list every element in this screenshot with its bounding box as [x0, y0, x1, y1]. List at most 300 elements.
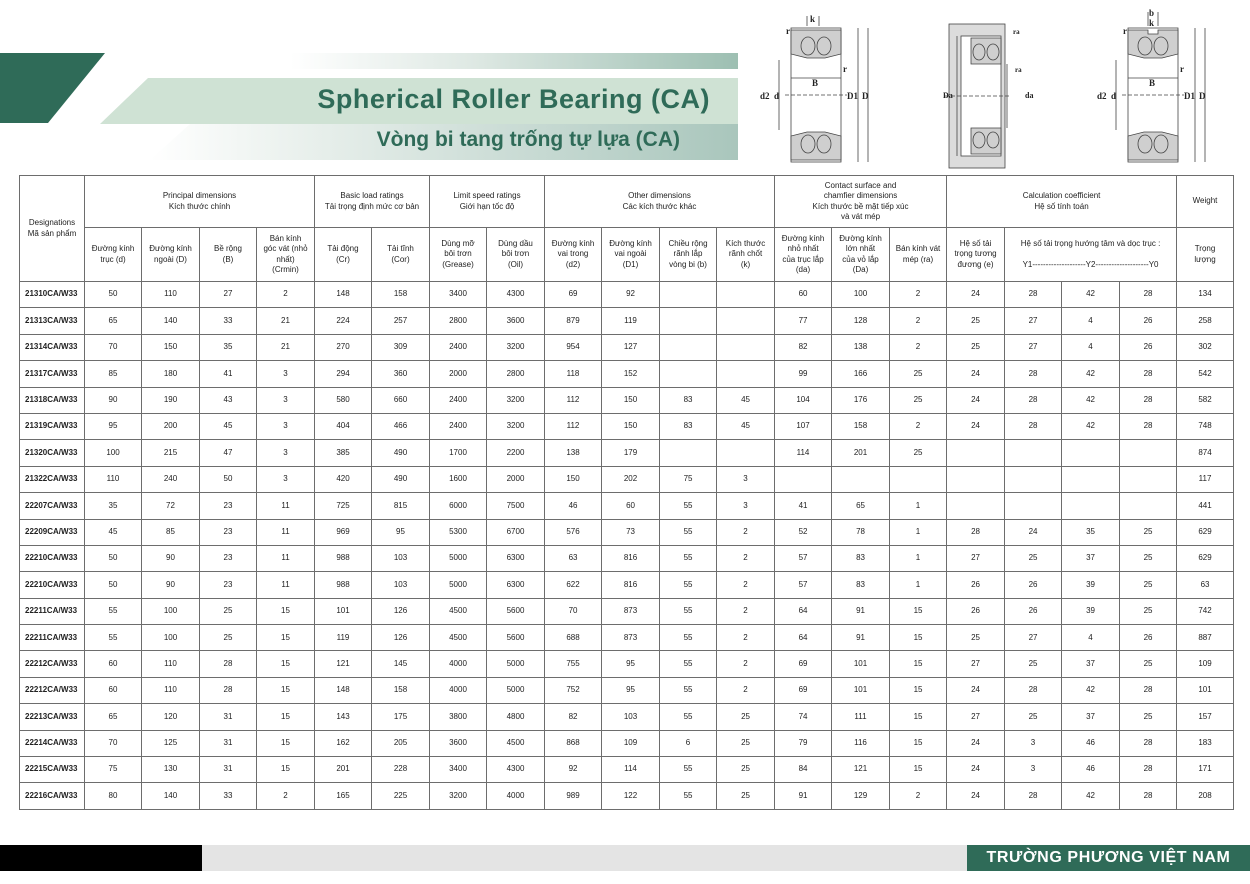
table-cell: 162 — [315, 730, 372, 756]
dim-d-label: d — [774, 91, 780, 101]
table-cell: 69 — [545, 282, 602, 308]
table-cell: 157 — [1177, 704, 1234, 730]
table-cell: 240 — [142, 466, 200, 492]
table-cell: 176 — [832, 387, 890, 413]
table-cell: 23 — [200, 519, 257, 545]
table-cell: 73 — [602, 519, 660, 545]
table-cell: 60 — [775, 282, 832, 308]
table-cell: 28 — [200, 677, 257, 703]
table-cell — [660, 308, 717, 334]
table-cell: 74 — [775, 704, 832, 730]
calc-group-header: Calculation coefficient Hệ số tính toán — [947, 176, 1177, 228]
table-cell: 4800 — [487, 704, 545, 730]
table-cell: 25 — [717, 730, 775, 756]
table-cell: 2 — [717, 545, 775, 571]
col-rmin-header: Bán kính góc vát (nhỏ nhất) (Crmin) — [257, 228, 315, 282]
table-cell: 5000 — [430, 545, 487, 571]
table-cell: 45 — [717, 387, 775, 413]
table-cell: 114 — [602, 757, 660, 783]
dim-D1-label: D1 — [847, 91, 858, 101]
table-cell: 1 — [890, 493, 947, 519]
designation-cell: 22214CA/W33 — [20, 730, 85, 756]
table-cell: 39 — [1062, 572, 1120, 598]
table-cell: 95 — [85, 413, 142, 439]
table-cell: 28 — [1005, 282, 1062, 308]
table-cell: 3 — [257, 361, 315, 387]
table-cell: 84 — [775, 757, 832, 783]
table-cell: 55 — [85, 598, 142, 624]
table-cell: 112 — [545, 413, 602, 439]
table-cell: 140 — [142, 783, 200, 809]
table-cell: 27 — [947, 545, 1005, 571]
table-cell: 83 — [832, 572, 890, 598]
table-cell: 1 — [890, 572, 947, 598]
table-cell: 47 — [200, 440, 257, 466]
table-cell: 114 — [775, 440, 832, 466]
table-cell: 31 — [200, 730, 257, 756]
table-cell: 125 — [142, 730, 200, 756]
table-cell — [947, 493, 1005, 519]
table-cell — [717, 282, 775, 308]
table-row — [20, 757, 1234, 783]
table-cell: 988 — [315, 545, 372, 571]
table-cell: 55 — [85, 625, 142, 651]
table-cell: 138 — [545, 440, 602, 466]
table-cell: 45 — [85, 519, 142, 545]
col-B-header: Bề rộng (B) — [200, 228, 257, 282]
table-cell: 24 — [947, 361, 1005, 387]
table-cell: 25 — [717, 757, 775, 783]
table-cell: 2 — [890, 334, 947, 360]
table-cell: 171 — [1177, 757, 1234, 783]
table-cell: 874 — [1177, 440, 1234, 466]
table-cell: 6300 — [487, 545, 545, 571]
table-cell: 110 — [142, 282, 200, 308]
table-row — [20, 361, 1234, 387]
table-cell: 752 — [545, 677, 602, 703]
table-cell: 26 — [1120, 625, 1177, 651]
dim-k3-label: k — [1149, 18, 1155, 28]
table-cell: 3 — [257, 387, 315, 413]
table-cell: 27 — [947, 651, 1005, 677]
table-cell: 55 — [660, 545, 717, 571]
table-cell: 90 — [142, 545, 200, 571]
table-cell: 2 — [257, 282, 315, 308]
dim-ra-top-label: ra — [1013, 28, 1020, 36]
dim-B3-label: B — [1149, 78, 1156, 88]
table-cell: 4000 — [430, 651, 487, 677]
table-cell: 26 — [1005, 598, 1062, 624]
table-cell: 755 — [545, 651, 602, 677]
table-row — [20, 440, 1234, 466]
table-cell: 145 — [372, 651, 430, 677]
table-cell: 15 — [890, 625, 947, 651]
table-cell: 5600 — [487, 598, 545, 624]
dim-d3-label: d — [1111, 91, 1117, 101]
table-cell: 3400 — [430, 282, 487, 308]
table-cell: 33 — [200, 308, 257, 334]
table-cell: 725 — [315, 493, 372, 519]
table-cell: 2800 — [430, 308, 487, 334]
designation-cell: 22210CA/W33 — [20, 572, 85, 598]
table-cell: 91 — [832, 598, 890, 624]
table-cell: 742 — [1177, 598, 1234, 624]
table-cell: 25 — [1120, 545, 1177, 571]
table-cell: 224 — [315, 308, 372, 334]
table-cell: 25 — [1005, 651, 1062, 677]
table-cell: 100 — [85, 440, 142, 466]
table-cell: 28 — [1120, 757, 1177, 783]
table-cell: 35 — [200, 334, 257, 360]
table-cell: 150 — [142, 334, 200, 360]
table-cell: 180 — [142, 361, 200, 387]
table-cell: 215 — [142, 440, 200, 466]
col-D-header: Đường kính ngoài (D) — [142, 228, 200, 282]
table-cell: 1 — [890, 545, 947, 571]
table-cell: 183 — [1177, 730, 1234, 756]
table-cell: 91 — [832, 625, 890, 651]
table-cell: 4000 — [430, 677, 487, 703]
table-cell: 55 — [660, 757, 717, 783]
table-cell: 989 — [545, 783, 602, 809]
table-row — [20, 387, 1234, 413]
designation-cell: 21310CA/W33 — [20, 282, 85, 308]
table-cell: 2 — [890, 413, 947, 439]
table-cell: 3200 — [487, 413, 545, 439]
col-d2-header: Đường kính vai trong (d2) — [545, 228, 602, 282]
table-cell: 55 — [660, 625, 717, 651]
load-group-header: Basic load ratings Tải trọng định mức cơ bản — [315, 176, 430, 228]
table-cell: 100 — [832, 282, 890, 308]
table-cell: 294 — [315, 361, 372, 387]
table-cell: 79 — [775, 730, 832, 756]
table-cell: 11 — [257, 545, 315, 571]
table-cell: 27 — [1005, 308, 1062, 334]
table-cell: 28 — [1120, 783, 1177, 809]
table-cell: 3600 — [487, 308, 545, 334]
table-cell: 205 — [372, 730, 430, 756]
table-cell: 15 — [890, 757, 947, 783]
table-cell — [1062, 493, 1120, 519]
dim-B-label: B — [812, 78, 819, 88]
table-cell: 55 — [660, 651, 717, 677]
table-cell: 2200 — [487, 440, 545, 466]
designation-cell: 22212CA/W33 — [20, 651, 85, 677]
dim-r3-side-label: r — [1180, 64, 1184, 74]
col-ra-header: Bán kính vát mép (ra) — [890, 228, 947, 282]
designation-cell: 21313CA/W33 — [20, 308, 85, 334]
table-cell: 63 — [545, 545, 602, 571]
designation-cell: 21322CA/W33 — [20, 466, 85, 492]
table-cell: 2 — [890, 282, 947, 308]
table-cell: 27 — [1005, 625, 1062, 651]
table-cell: 2000 — [487, 466, 545, 492]
table-cell: 24 — [947, 730, 1005, 756]
table-cell: 103 — [372, 545, 430, 571]
table-cell: 158 — [372, 282, 430, 308]
table-cell: 28 — [1120, 677, 1177, 703]
table-cell: 99 — [775, 361, 832, 387]
bearing-drawing-1 — [755, 10, 875, 170]
table-cell: 629 — [1177, 545, 1234, 571]
table-cell — [1062, 466, 1120, 492]
table-cell: 258 — [1177, 308, 1234, 334]
table-cell: 35 — [1062, 519, 1120, 545]
table-cell: 70 — [85, 730, 142, 756]
table-cell: 110 — [142, 651, 200, 677]
table-cell: 24 — [947, 413, 1005, 439]
table-cell: 55 — [660, 572, 717, 598]
dim-da-label: da — [1025, 91, 1034, 100]
table-cell: 11 — [257, 519, 315, 545]
table-cell: 55 — [660, 704, 717, 730]
dim-ra-side-label: ra — [1015, 66, 1022, 74]
table-body — [20, 282, 1234, 810]
table-cell — [947, 466, 1005, 492]
table-cell — [717, 334, 775, 360]
table-cell: 622 — [545, 572, 602, 598]
table-cell: 101 — [832, 651, 890, 677]
table-cell: 121 — [315, 651, 372, 677]
table-cell: 112 — [545, 387, 602, 413]
table-cell: 60 — [85, 677, 142, 703]
table-cell: 748 — [1177, 413, 1234, 439]
table-cell: 45 — [717, 413, 775, 439]
table-cell: 27 — [1005, 334, 1062, 360]
designation-header: Designations Mã sản phẩm — [20, 176, 85, 282]
col-Da-header: Đường kính lớn nhất của vỏ lắp (Da) — [832, 228, 890, 282]
table-cell: 43 — [200, 387, 257, 413]
table-cell: 65 — [85, 704, 142, 730]
designation-cell: 22211CA/W33 — [20, 598, 85, 624]
table-cell: 576 — [545, 519, 602, 545]
table-cell: 25 — [890, 361, 947, 387]
table-cell: 42 — [1062, 387, 1120, 413]
table-cell: 879 — [545, 308, 602, 334]
table-cell: 2 — [717, 598, 775, 624]
table-cell: 582 — [1177, 387, 1234, 413]
table-cell: 82 — [775, 334, 832, 360]
table-cell: 80 — [85, 783, 142, 809]
designation-cell: 22210CA/W33 — [20, 545, 85, 571]
table-cell — [890, 466, 947, 492]
table-cell: 28 — [1005, 677, 1062, 703]
table-cell: 134 — [1177, 282, 1234, 308]
table-cell: 28 — [1120, 413, 1177, 439]
table-cell: 954 — [545, 334, 602, 360]
table-cell: 128 — [832, 308, 890, 334]
table-cell: 660 — [372, 387, 430, 413]
table-row — [20, 598, 1234, 624]
table-cell: 190 — [142, 387, 200, 413]
table-cell: 24 — [947, 387, 1005, 413]
table-cell: 270 — [315, 334, 372, 360]
table-cell: 11 — [257, 493, 315, 519]
table-cell: 75 — [85, 757, 142, 783]
table-cell: 420 — [315, 466, 372, 492]
table-cell: 1700 — [430, 440, 487, 466]
table-cell: 15 — [257, 598, 315, 624]
table-cell — [717, 440, 775, 466]
designation-cell: 22207CA/W33 — [20, 493, 85, 519]
table-cell: 2000 — [430, 361, 487, 387]
table-cell: 25 — [717, 783, 775, 809]
table-cell: 3 — [257, 466, 315, 492]
table-cell: 25 — [1120, 519, 1177, 545]
table-cell: 25 — [1120, 651, 1177, 677]
table-cell: 148 — [315, 282, 372, 308]
dim-r-side-label: r — [843, 64, 847, 74]
table-cell: 78 — [832, 519, 890, 545]
table-cell: 25 — [947, 334, 1005, 360]
table-cell: 92 — [545, 757, 602, 783]
col-Cr-header: Tải động (Cr) — [315, 228, 372, 282]
table-cell: 3400 — [430, 757, 487, 783]
table-cell: 815 — [372, 493, 430, 519]
table-cell: 83 — [832, 545, 890, 571]
table-cell: 816 — [602, 545, 660, 571]
table-cell: 2800 — [487, 361, 545, 387]
table-cell: 55 — [660, 598, 717, 624]
table-cell: 27 — [947, 704, 1005, 730]
table-cell: 57 — [775, 572, 832, 598]
table-cell: 873 — [602, 598, 660, 624]
table-cell: 33 — [200, 783, 257, 809]
table-cell: 228 — [372, 757, 430, 783]
table-cell: 103 — [602, 704, 660, 730]
table-cell: 25 — [890, 387, 947, 413]
table-cell: 70 — [545, 598, 602, 624]
table-cell: 3600 — [430, 730, 487, 756]
table-cell: 25 — [1005, 704, 1062, 730]
dim-D-label: D — [862, 91, 869, 101]
bearing-drawing-2 — [935, 22, 1045, 170]
table-cell: 111 — [832, 704, 890, 730]
table-cell: 3 — [1005, 730, 1062, 756]
table-cell: 4 — [1062, 625, 1120, 651]
table-row — [20, 282, 1234, 308]
col-b-header: Chiều rộng rãnh lắp vòng bi (b) — [660, 228, 717, 282]
table-cell: 2 — [717, 677, 775, 703]
table-cell: 126 — [372, 625, 430, 651]
table-cell: 50 — [85, 572, 142, 598]
table-cell: 2400 — [430, 334, 487, 360]
table-cell: 90 — [142, 572, 200, 598]
table-cell: 3 — [717, 493, 775, 519]
col-e-header: Hệ số tải trọng tương đương (e) — [947, 228, 1005, 282]
table-cell: 41 — [775, 493, 832, 519]
table-cell: 64 — [775, 625, 832, 651]
table-cell: 150 — [602, 387, 660, 413]
table-cell: 57 — [775, 545, 832, 571]
spec-table — [19, 175, 1234, 810]
col-grease-header: Dùng mỡ bôi trơn (Grease) — [430, 228, 487, 282]
table-cell: 4500 — [430, 598, 487, 624]
table-cell: 969 — [315, 519, 372, 545]
table-cell: 887 — [1177, 625, 1234, 651]
table-row — [20, 651, 1234, 677]
table-cell: 490 — [372, 440, 430, 466]
table-cell: 107 — [775, 413, 832, 439]
table-cell: 37 — [1062, 704, 1120, 730]
table-cell: 24 — [1005, 519, 1062, 545]
table-cell: 175 — [372, 704, 430, 730]
table-cell: 83 — [660, 387, 717, 413]
table-cell: 5000 — [487, 651, 545, 677]
table-cell: 21 — [257, 334, 315, 360]
table-cell — [1062, 440, 1120, 466]
table-cell: 126 — [372, 598, 430, 624]
designation-cell: 22209CA/W33 — [20, 519, 85, 545]
table-cell: 23 — [200, 493, 257, 519]
table-cell: 55 — [660, 519, 717, 545]
table-cell: 52 — [775, 519, 832, 545]
table-cell: 85 — [85, 361, 142, 387]
table-cell: 3200 — [487, 334, 545, 360]
dim-d2-3-label: d2 — [1097, 91, 1107, 101]
table-cell — [1005, 466, 1062, 492]
table-cell: 103 — [372, 572, 430, 598]
table-row — [20, 334, 1234, 360]
table-cell: 77 — [775, 308, 832, 334]
table-cell: 4 — [1062, 334, 1120, 360]
table-cell: 25 — [1005, 545, 1062, 571]
table-cell: 6000 — [430, 493, 487, 519]
table-cell — [660, 282, 717, 308]
table-cell: 28 — [1005, 387, 1062, 413]
table-cell — [660, 361, 717, 387]
table-cell: 490 — [372, 466, 430, 492]
table-cell: 360 — [372, 361, 430, 387]
footer-brand: TRƯỜNG PHƯƠNG VIỆT NAM — [967, 845, 1250, 871]
table-cell: 65 — [85, 308, 142, 334]
table-cell: 140 — [142, 308, 200, 334]
table-cell: 31 — [200, 757, 257, 783]
table-cell: 208 — [1177, 783, 1234, 809]
table-cell: 6300 — [487, 572, 545, 598]
table-cell: 92 — [602, 282, 660, 308]
table-cell: 143 — [315, 704, 372, 730]
designation-cell: 21319CA/W33 — [20, 413, 85, 439]
table-cell: 28 — [1120, 282, 1177, 308]
table-cell: 130 — [142, 757, 200, 783]
table-row — [20, 783, 1234, 809]
table-row — [20, 466, 1234, 492]
col-oil-header: Dùng dầu bôi trơn (Oil) — [487, 228, 545, 282]
table-cell: 688 — [545, 625, 602, 651]
table-cell: 28 — [1120, 730, 1177, 756]
table-cell: 580 — [315, 387, 372, 413]
table-cell: 7500 — [487, 493, 545, 519]
table-cell: 69 — [775, 677, 832, 703]
table-cell: 83 — [660, 413, 717, 439]
table-cell: 118 — [545, 361, 602, 387]
table-cell: 441 — [1177, 493, 1234, 519]
table-cell: 116 — [832, 730, 890, 756]
table-cell — [717, 308, 775, 334]
table-cell: 28 — [1005, 413, 1062, 439]
table-cell: 46 — [1062, 757, 1120, 783]
table-cell: 100 — [142, 598, 200, 624]
table-cell: 15 — [257, 757, 315, 783]
dim-D3-label: D — [1199, 91, 1206, 101]
table-row — [20, 519, 1234, 545]
table-cell: 201 — [315, 757, 372, 783]
col-Cor-header: Tải tĩnh (Cor) — [372, 228, 430, 282]
table-cell: 15 — [890, 598, 947, 624]
table-cell: 25 — [947, 308, 1005, 334]
table-cell: 302 — [1177, 334, 1234, 360]
